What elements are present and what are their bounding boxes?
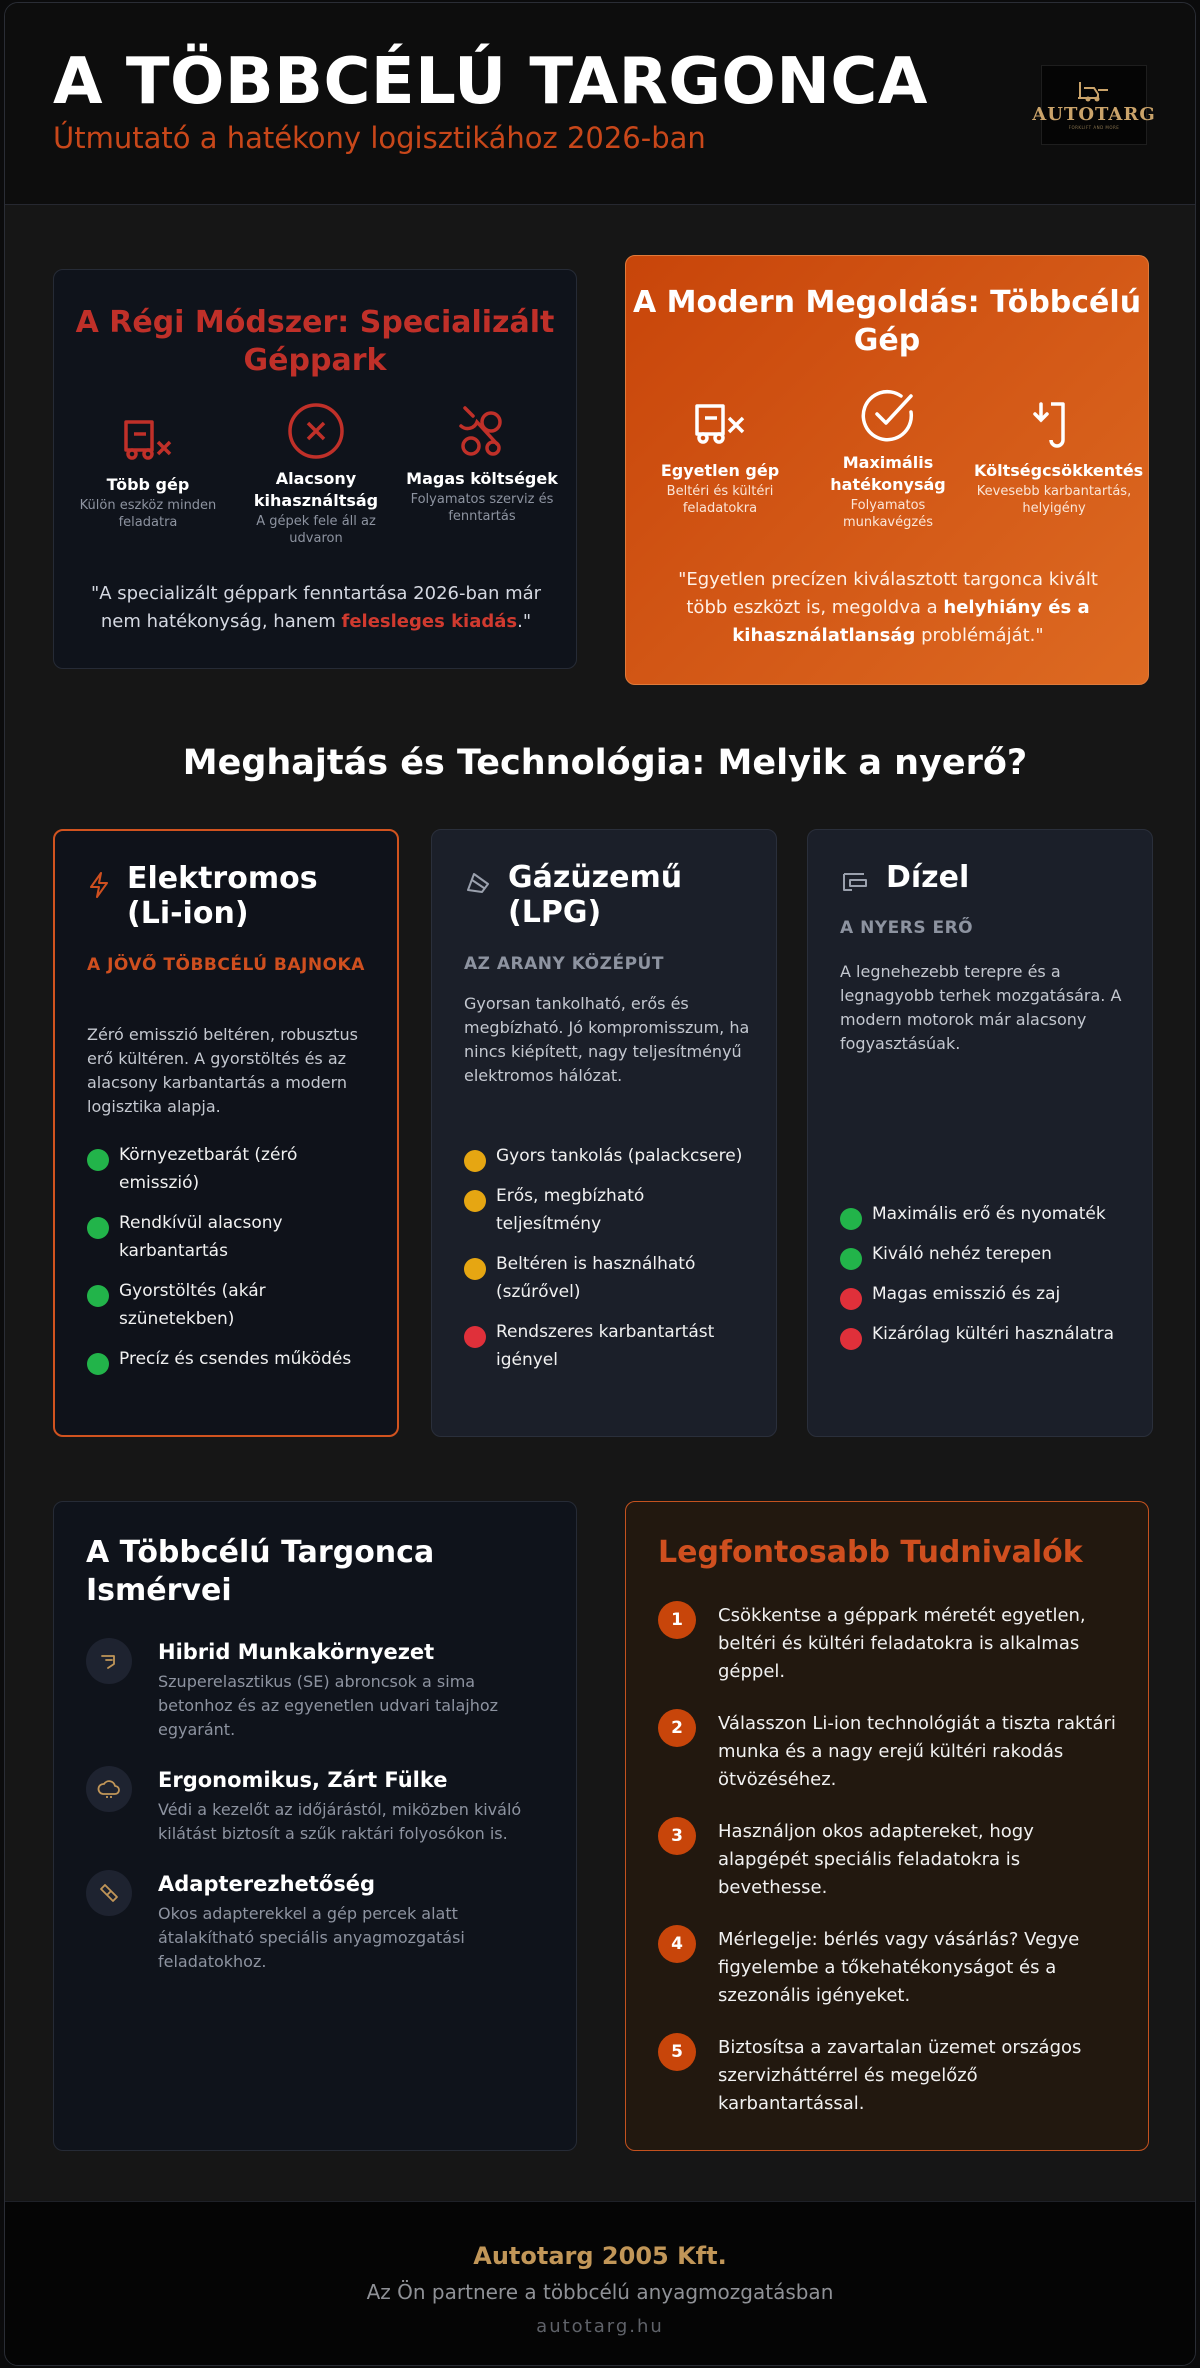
tip-item-2 (658, 1710, 1118, 1794)
tech-card-diesel[interactable] (807, 829, 1153, 1437)
list-item (87, 1345, 377, 1373)
list-item (840, 1320, 1130, 1348)
new-method-card (625, 255, 1149, 685)
hallmark-desc: Védi a kezelőt az időjárástól, miközben kiváló kilátást biztosít a szűk raktári folyosókon is. (158, 1800, 522, 1843)
tech-feature-list (464, 1142, 754, 1386)
new-feature-cost-reduction (974, 396, 1144, 517)
feature-desc: Külön eszköz minden feladatra (79, 498, 217, 530)
status-dot-yellow (464, 1258, 486, 1280)
list-item-text: Beltéren is használható (szűrővel) (496, 1254, 696, 1302)
tire-icon (86, 1638, 132, 1684)
list-item (87, 1277, 377, 1333)
adapter-icon (86, 1870, 132, 1916)
tip-number: 4 (658, 1925, 696, 1963)
tech-card-electric[interactable] (53, 829, 399, 1437)
engine-icon (840, 870, 870, 894)
list-item (464, 1182, 754, 1238)
list-item (840, 1240, 1130, 1268)
page-subtitle: Útmutató a hatékony logisztikához 2026-ban (53, 121, 706, 155)
hallmark-desc: Szuperelasztikus (SE) abroncsok a sima betonhoz és az egyenetlen udvari talajhoz egyaránt. (158, 1672, 499, 1739)
status-dot-yellow (464, 1190, 486, 1212)
tips-card (625, 1501, 1149, 2151)
tech-name: Gázüzemű (LPG) (508, 860, 683, 930)
list-item (87, 1209, 377, 1265)
status-dot-green (87, 1353, 109, 1375)
feature-desc: Folyamatos munkavégzés (843, 498, 933, 530)
quote-end: ." (517, 611, 532, 632)
hallmark-cabin (86, 1766, 546, 1846)
hallmarks-card (53, 1501, 577, 2151)
status-dot-green (840, 1208, 862, 1230)
tech-feature-list (87, 1141, 377, 1385)
list-item-text: Rendkívül alacsony karbantartás (119, 1213, 283, 1261)
old-method-title: A Régi Módszer: Specializált Géppark (75, 305, 555, 378)
old-feature-high-costs (402, 400, 562, 525)
feature-title: Több gép (106, 475, 190, 494)
tech-desc: A legnehezebb terepre és a legnagyobb terhek mozgatására. A modern motorok már alacsony fogyasztásúak. (840, 962, 1122, 1053)
quote-text: "A specializált géppark fenntartása 2026-ban már nem hatékonyság, hanem (90, 583, 542, 632)
tech-desc: Zéró emisszió beltéren, robusztus erő kültéren. A gyorstöltés és az alacsony karbantartás a modern logisztika alapja. (87, 1025, 358, 1116)
infographic-page (4, 2, 1196, 2366)
footer-url-link[interactable]: autotarg.hu (536, 2316, 664, 2337)
tip-text: Biztosítsa a zavartalan üzemet országos szervizháttérrel és megelőző karbantartással. (718, 2037, 1082, 2114)
footer-tagline: Az Ön partnere a többcélú anyagmozgatásban (366, 2280, 834, 2304)
list-item (840, 1200, 1130, 1228)
quote-text: "Egyetlen precízen kiválasztott targonca kivált több eszközt is, megoldva a (678, 569, 1098, 618)
wrench-gear-icon (451, 400, 513, 462)
status-dot-green (87, 1217, 109, 1239)
tech-card-lpg[interactable] (431, 829, 777, 1437)
logo-wordmark: AUTOTARG (1032, 104, 1156, 125)
status-dot-green (840, 1248, 862, 1270)
logo-subtitle: FORKLIFT AND MORE (1068, 125, 1120, 130)
down-arrow-icon (1023, 396, 1085, 454)
new-method-quote (656, 566, 1120, 650)
footer-company: Autotarg 2005 Kft. (473, 2242, 727, 2270)
old-method-card (53, 269, 577, 669)
quote-highlight: felesleges kiadás (341, 611, 518, 632)
quote-highlight: helyhiány és a kihasználatlanság (732, 597, 1090, 646)
tech-card-header (87, 861, 367, 931)
list-item (464, 1250, 754, 1306)
hallmark-title: Ergonomikus, Zárt Fülke (158, 1768, 448, 1792)
tip-item-3 (658, 1818, 1118, 1902)
gas-cylinder-icon (464, 870, 492, 896)
hallmark-hybrid (86, 1638, 546, 1742)
feature-desc: Folyamatos szerviz és fenntartás (410, 492, 554, 524)
forklift-icon (689, 396, 751, 454)
list-item-text: Gyorstöltés (akár szünetekben) (119, 1281, 266, 1329)
feature-desc: A gépek fele áll az udvaron (256, 514, 376, 546)
tech-desc: Gyorsan tankolható, erős és megbízható. Jó kompromisszum, ha nincs kiépített, nagy teljesítményű elektromos hálózat. (464, 994, 750, 1085)
feature-title: Maximális hatékonyság (830, 453, 946, 494)
tip-number: 3 (658, 1817, 696, 1855)
list-item-text: Környezetbarát (zéró emisszió) (119, 1145, 298, 1193)
hallmark-title: Adapterezhetőség (158, 1872, 376, 1896)
forklift-logo-icon (1076, 80, 1112, 102)
tip-text: Mérlegelje: bérlés vagy vásárlás? Vegye figyelembe a tőkehatékonyságot és a szezonális igényeket. (718, 1929, 1080, 2006)
tech-tag: AZ ARANY KÖZÉPÚT (464, 954, 664, 974)
tip-text: Válasszon Li-ion technológiát a tiszta raktári munka és a nagy erejű kültéri rakodás ötvözéséhez. (718, 1713, 1116, 1790)
feature-desc: Kevesebb karbantartás, helyigény (976, 484, 1132, 516)
feature-title: Egyetlen gép (660, 461, 780, 480)
status-dot-red (840, 1288, 862, 1310)
tips-title: Legfontosabb Tudnivalók (658, 1535, 1083, 1570)
tip-number: 1 (658, 1601, 696, 1639)
tech-card-header (840, 860, 1126, 895)
tip-number: 5 (658, 2033, 696, 2071)
old-feature-many-machines (68, 412, 228, 531)
hallmarks-title: A Többcélú Targonca Ismérvei (86, 1535, 435, 1608)
truck-x-icon (118, 412, 178, 468)
tip-item-4 (658, 1926, 1118, 2010)
company-logo[interactable] (1032, 65, 1156, 145)
list-item-text: Erős, megbízható teljesítmény (496, 1186, 645, 1234)
tech-tag: A JÖVŐ TÖBBCÉLÚ BAJNOKA (87, 955, 365, 975)
new-method-title: A Modern Megoldás: Többcélú Gép (632, 285, 1142, 358)
old-feature-low-utilization (236, 400, 396, 547)
list-item-text: Precíz és csendes működés (119, 1349, 352, 1369)
status-dot-yellow (464, 1150, 486, 1172)
list-item-text: Gyors tankolás (palackcsere) (496, 1146, 743, 1166)
tech-name: Dízel (886, 860, 970, 895)
x-circle-icon (285, 400, 347, 462)
old-method-quote (84, 580, 548, 636)
list-item-text: Rendszeres karbantartást igényel (496, 1322, 715, 1370)
list-item-text: Maximális erő és nyomaték (872, 1204, 1106, 1224)
list-item (464, 1318, 754, 1374)
list-item (464, 1142, 754, 1170)
hallmark-title: Hibrid Munkakörnyezet (158, 1640, 435, 1664)
tip-item-5 (658, 2034, 1118, 2118)
feature-title: Magas költségek (406, 469, 558, 488)
status-dot-green (87, 1285, 109, 1307)
list-item-text: Kizárólag kültéri használatra (872, 1324, 1115, 1344)
hallmark-desc: Okos adapterekkel a gép percek alatt átalakítható speciális anyagmozgatási feladatokhoz. (158, 1904, 465, 1971)
page-title: A TÖBBCÉLÚ TARGONCA (53, 45, 928, 119)
tech-tag: A NYERS ERŐ (840, 918, 974, 938)
tip-text: Használjon okos adaptereket, hogy alapgépét speciális feladatokra is bevethesse. (718, 1821, 1034, 1898)
quote-end: problémáját." (915, 625, 1044, 646)
header (5, 3, 1195, 205)
list-item (840, 1280, 1130, 1308)
new-feature-max-efficiency (808, 384, 968, 531)
list-item-text: Magas emisszió és zaj (872, 1284, 1061, 1304)
status-dot-red (464, 1326, 486, 1348)
list-item (87, 1141, 377, 1197)
list-item-text: Kiváló nehéz terepen (872, 1244, 1052, 1264)
status-dot-red (840, 1328, 862, 1350)
hallmark-adapter (86, 1870, 546, 1974)
feature-title: Alacsony kihasználtság (253, 469, 379, 510)
tech-name: Elektromos (Li-ion) (127, 861, 318, 931)
tech-section-title: Meghajtás és Technológia: Melyik a nyerő? (182, 743, 1028, 783)
feature-title: Költségcsökkentés (974, 461, 1144, 480)
feature-desc: Beltéri és kültéri feladatokra (666, 484, 774, 516)
tip-item-1 (658, 1602, 1118, 1686)
tech-card-header (464, 860, 748, 930)
tip-number: 2 (658, 1709, 696, 1747)
cloud-cabin-icon (86, 1766, 132, 1812)
tech-feature-list (840, 1200, 1130, 1360)
footer (5, 2201, 1195, 2366)
tip-text: Csökkentse a géppark méretét egyetlen, beltéri és kültéri feladatokra is alkalmas géppel. (718, 1605, 1086, 1682)
new-feature-single-machine (640, 396, 800, 517)
lightning-icon (87, 871, 111, 899)
status-dot-green (87, 1149, 109, 1171)
check-circle-icon (857, 384, 919, 446)
